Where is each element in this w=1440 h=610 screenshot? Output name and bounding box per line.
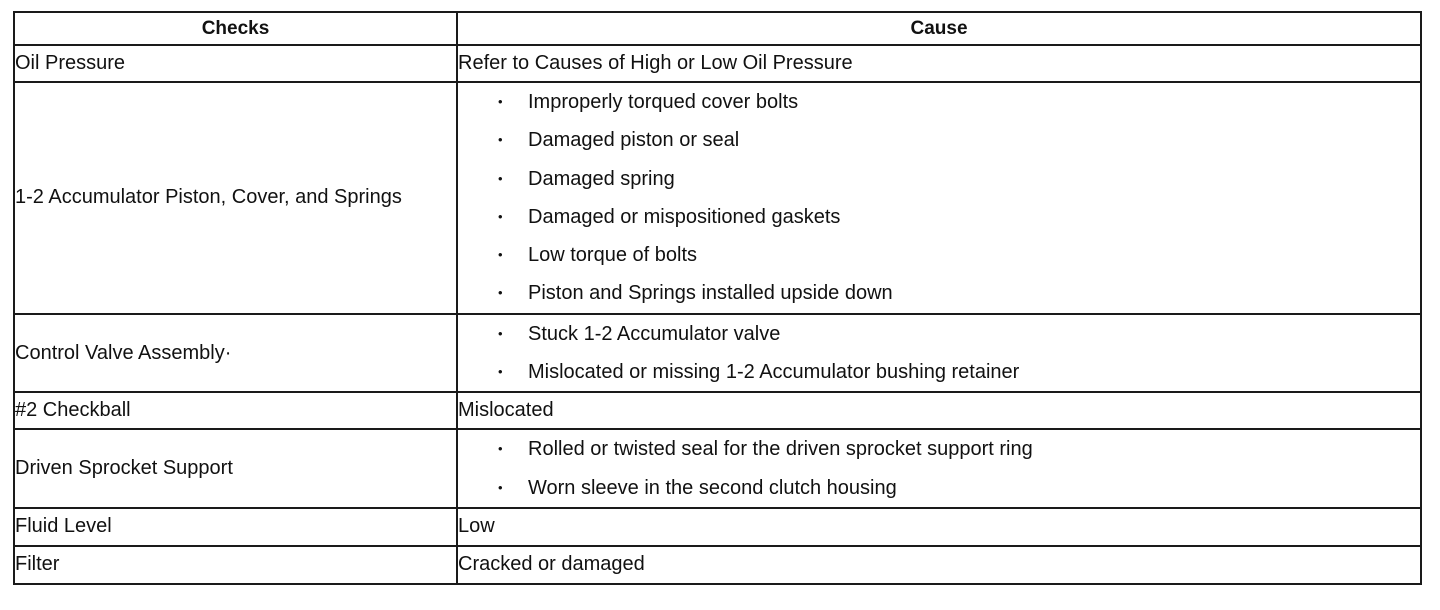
cause-bullet-list bbox=[458, 430, 1420, 507]
cause-cell: Cracked or damaged bbox=[457, 546, 1421, 584]
cause-bullet-item: • Mislocated or missing 1-2 Accumulator bushing retainer bbox=[498, 353, 1420, 391]
cause-bullet-list bbox=[458, 83, 1420, 313]
header-row bbox=[14, 12, 1421, 45]
table-row bbox=[14, 45, 1421, 82]
table-row bbox=[14, 546, 1421, 584]
cause-bullet-item: • Improperly torqued cover bolts bbox=[498, 83, 1420, 121]
cause-cell bbox=[457, 314, 1421, 393]
cause-bullet-item: • Damaged or mispositioned gaskets bbox=[498, 198, 1420, 236]
cause-bullet-item: • Stuck 1-2 Accumulator valve bbox=[498, 315, 1420, 353]
table-row bbox=[14, 429, 1421, 508]
cause-bullet-list bbox=[458, 315, 1420, 392]
check-cell: Oil Pressure bbox=[14, 45, 457, 82]
cause-bullet-item: • Rolled or twisted seal for the driven sprocket support ring bbox=[498, 430, 1420, 468]
cause-cell bbox=[457, 82, 1421, 314]
table-row bbox=[14, 508, 1421, 546]
check-cell: Filter bbox=[14, 546, 457, 584]
cause-bullet-item: • Worn sleeve in the second clutch housing bbox=[498, 469, 1420, 507]
table-row bbox=[14, 314, 1421, 393]
cause-cell: Low bbox=[457, 508, 1421, 546]
diagnosis-table bbox=[13, 11, 1422, 585]
check-cell: 1-2 Accumulator Piston, Cover, and Springs bbox=[14, 82, 457, 314]
check-cell: #2 Checkball bbox=[14, 392, 457, 429]
cause-cell: Refer to Causes of High or Low Oil Pressure bbox=[457, 45, 1421, 82]
cause-bullet-item: • Damaged spring bbox=[498, 160, 1420, 198]
cause-bullet-item: • Damaged piston or seal bbox=[498, 121, 1420, 159]
check-cell: Fluid Level bbox=[14, 508, 457, 546]
cause-cell: Mislocated bbox=[457, 392, 1421, 429]
checks-header: Checks bbox=[14, 12, 457, 45]
check-cell: Driven Sprocket Support bbox=[14, 429, 457, 508]
cause-bullet-item: • Piston and Springs installed upside down bbox=[498, 274, 1420, 312]
table-row bbox=[14, 82, 1421, 314]
cause-bullet-item: • Low torque of bolts bbox=[498, 236, 1420, 274]
cause-header: Cause bbox=[457, 12, 1421, 45]
table-row bbox=[14, 392, 1421, 429]
check-cell: Control Valve Assembly· bbox=[14, 314, 457, 393]
cause-cell bbox=[457, 429, 1421, 508]
